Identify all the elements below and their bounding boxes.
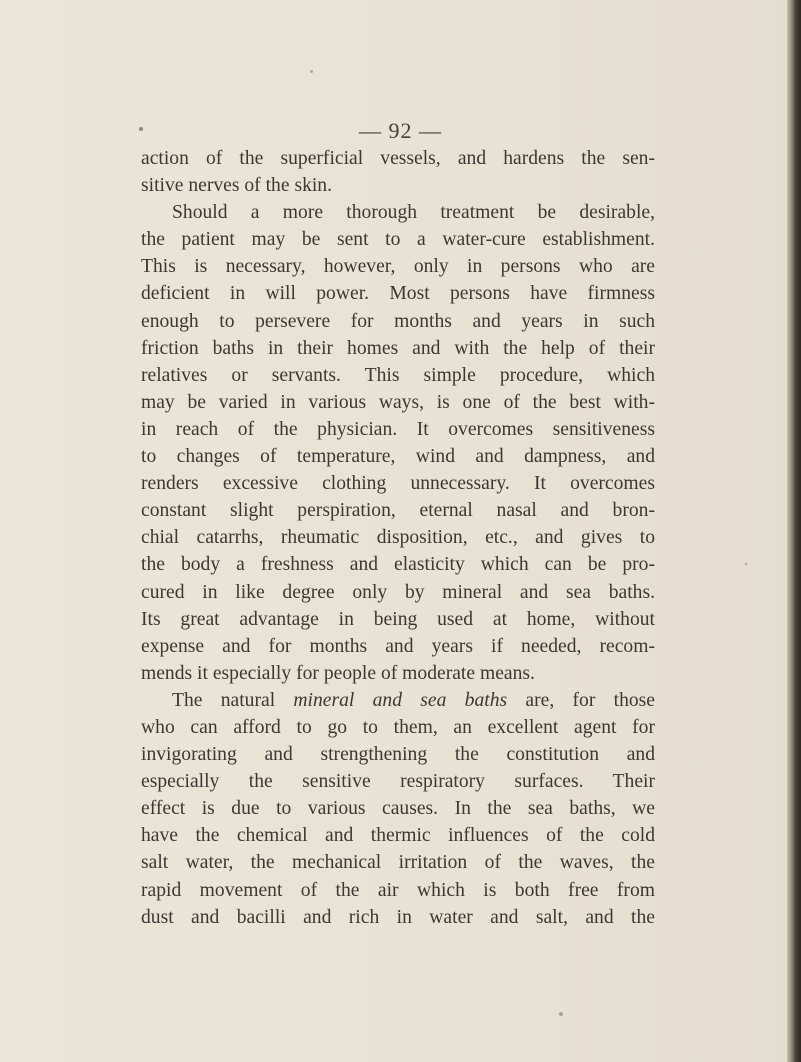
text-run: The natural	[172, 689, 294, 711]
text-line: have the chemical and thermic influences of the cold	[141, 825, 655, 847]
text-line: may be varied in various ways, is one of the best with-	[141, 391, 655, 413]
paper-speck	[559, 1012, 563, 1016]
text-line: friction baths in their homes and with the help of their	[141, 337, 655, 359]
text-line: Should a more thorough treatment be desirable,	[172, 202, 655, 224]
text-line: sitive nerves of the skin.	[141, 175, 333, 197]
text-line: dust and bacilli and rich in water and salt, and the	[141, 906, 655, 928]
text-line: especially the sensitive respiratory surfaces. Their	[141, 771, 655, 793]
text-line: to changes of temperature, wind and dampness, and	[141, 446, 655, 468]
emphasized-text: mineral and sea baths	[293, 689, 508, 711]
text-line: invigorating and strengthening the constitution and	[141, 744, 655, 766]
text-line: action of the superficial vessels, and hardens the sen-	[141, 148, 655, 169]
text-line: Its great advantage in being used at home, without	[141, 608, 655, 630]
text-line: constant slight perspiration, eternal nasal and bron-	[141, 500, 655, 522]
text-line: salt water, the mechanical irritation of the waves, the	[141, 852, 655, 874]
text-line-with-emphasis	[141, 687, 655, 714]
text-line: This is necessary, however, only in persons who are	[141, 256, 655, 278]
text-line: the body a freshness and elasticity which can be pro-	[141, 554, 655, 576]
text-line: who can afford to go to them, an excellent agent for	[141, 716, 655, 738]
text-run: are, for those	[507, 689, 655, 711]
text-line: deficient in will power. Most persons have firmness	[141, 283, 655, 305]
page-edge-shadow	[787, 0, 801, 1062]
text-line: rapid movement of the air which is both free from	[141, 879, 655, 901]
text-line: mends it especially for people of moderate means.	[141, 662, 535, 684]
page-number: — 92 —	[359, 118, 442, 143]
text-line: in reach of the physician. It overcomes sensitiveness	[141, 418, 655, 440]
text-line: renders excessive clothing unnecessary. It overcomes	[141, 473, 655, 495]
text-line: relatives or servants. This simple procedure, which	[141, 364, 655, 386]
text-line: the patient may be sent to a water-cure establishment.	[141, 229, 655, 251]
text-line: cured in like degree only by mineral and sea baths.	[141, 581, 655, 603]
paper-speck	[310, 70, 313, 73]
body-text	[141, 145, 655, 931]
text-line: chial catarrhs, rheumatic disposition, etc., and gives to	[141, 527, 655, 549]
text-line: enough to persevere for months and years in such	[141, 310, 655, 332]
paper-speck	[139, 127, 143, 131]
paper-speck	[745, 563, 747, 565]
text-line: expense and for months and years if needed, recom-	[141, 635, 655, 657]
text-line: effect is due to various causes. In the sea baths, we	[141, 798, 655, 820]
